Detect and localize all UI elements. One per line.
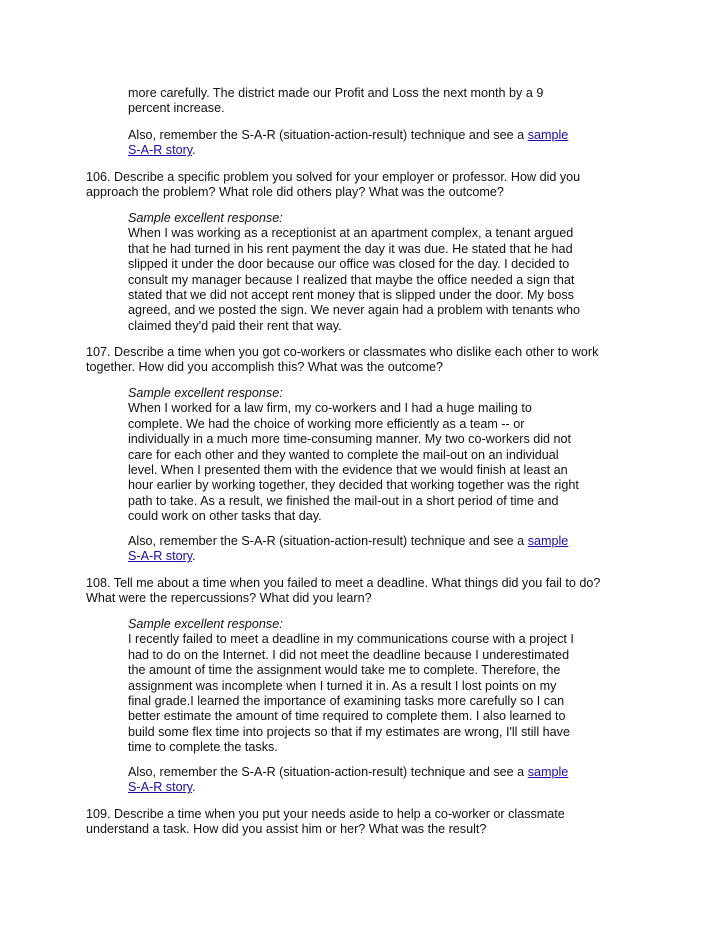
- question-109: [86, 807, 646, 838]
- sar-story-link[interactable]: S-A-R story: [128, 143, 193, 158]
- sample-label: Sample excellent response:: [128, 211, 283, 225]
- response-line: the amount of time the assignment would take me to complete. Therefore, the: [128, 663, 561, 678]
- sample-label: Sample excellent response:: [128, 386, 283, 400]
- sar-reminder: Also, remember the S-A-R (situation-action-result) technique and see a sample S-A-R story.: [128, 128, 569, 158]
- response-line: slipped it under the door because our office was closed for the day. I decided to: [128, 257, 570, 272]
- response-106: [128, 211, 608, 334]
- question-107: [86, 345, 646, 376]
- question-line: 106. Describe a specific problem you solved for your employer or professor. How did you: [86, 170, 581, 184]
- question-line: 107. Describe a time when you got co-workers or classmates who dislike each other to work: [86, 345, 599, 359]
- sar-story-link[interactable]: S-A-R story: [128, 549, 193, 564]
- response-line: build some flex time into projects so that if my estimates are wrong, I'll still have: [128, 724, 570, 739]
- response-line: I recently failed to meet a deadline in my communications course with a project I: [128, 632, 574, 647]
- sar-reminder: Also, remember the S-A-R (situation-action-result) technique and see a sample S-A-R story.: [128, 534, 569, 564]
- response-108: [128, 617, 608, 756]
- continuation-paragraph: [128, 86, 608, 117]
- sar-reminder: Also, remember the S-A-R (situation-action-result) technique and see a sample S-A-R story.: [128, 765, 569, 795]
- response-line: assignment was incomplete when I turned it in. As a result I lost points on my: [128, 678, 557, 693]
- sample-link[interactable]: sample: [527, 534, 569, 548]
- response-line: time to complete the tasks.: [128, 740, 278, 755]
- question-line: together. How did you accomplish this? What was the outcome?: [86, 360, 444, 375]
- response-line: consult my manager because I realized that maybe the office needed a sign that: [128, 272, 575, 287]
- question-line: approach the problem? What role did others play? What was the outcome?: [86, 185, 504, 200]
- response-line: final grade.I learned the importance of examining tasks more carefully so I can: [128, 694, 565, 709]
- response-line: claimed they'd paid their rent that way.: [128, 318, 342, 333]
- response-line: had to do on the Internet. I did not meet the deadline because I underestimated: [128, 647, 570, 662]
- response-line: level. When I presented them with the evidence that we would finish at least an: [128, 463, 568, 478]
- text-line: more carefully. The district made our Profit and Loss the next month by a 9: [128, 86, 544, 100]
- response-line: stated that we did not accept rent money that is slipped under the door. My boss: [128, 288, 574, 303]
- response-line: individually in a much more time-consuming manner. My two co-workers did not: [128, 432, 572, 447]
- response-line: When I worked for a law firm, my co-workers and I had a huge mailing to: [128, 401, 532, 416]
- sample-link[interactable]: sample: [527, 765, 569, 779]
- sample-label: Sample excellent response:: [128, 617, 283, 631]
- response-line: care for each other and they wanted to complete the mail-out on an individual: [128, 447, 559, 462]
- response-line: path to take. As a result, we finished the mail-out in a short period of time and: [128, 493, 559, 508]
- sar-story-link[interactable]: S-A-R story: [128, 780, 193, 795]
- question-line: 108. Tell me about a time when you failed to meet a deadline. What things did you fail to do?: [86, 576, 601, 590]
- question-line: What were the repercussions? What did you learn?: [86, 591, 372, 606]
- sample-link[interactable]: sample: [527, 128, 569, 142]
- response-line: When I was working as a receptionist at an apartment complex, a tenant argued: [128, 226, 574, 241]
- question-line: understand a task. How did you assist him or her? What was the result?: [86, 822, 487, 837]
- question-line: 109. Describe a time when you put your needs aside to help a co-worker or classmate: [86, 807, 565, 821]
- response-line: agreed, and we posted the sign. We never again had a problem with tenants who: [128, 303, 581, 318]
- response-line: that he had turned in his rent payment the day it was due. He stated that he had: [128, 241, 573, 256]
- response-line: could work on other tasks that day.: [128, 509, 322, 524]
- response-line: complete. We had the choice of working more efficiently as a team -- or: [128, 416, 525, 431]
- response-107: [128, 386, 608, 525]
- response-line: better estimate the amount of time required to complete them. I also learned to: [128, 709, 566, 724]
- question-108: [86, 576, 646, 607]
- question-106: [86, 170, 646, 201]
- response-line: hour earlier by working together, they decided that working together was the right: [128, 478, 579, 493]
- text-line: percent increase.: [128, 101, 225, 116]
